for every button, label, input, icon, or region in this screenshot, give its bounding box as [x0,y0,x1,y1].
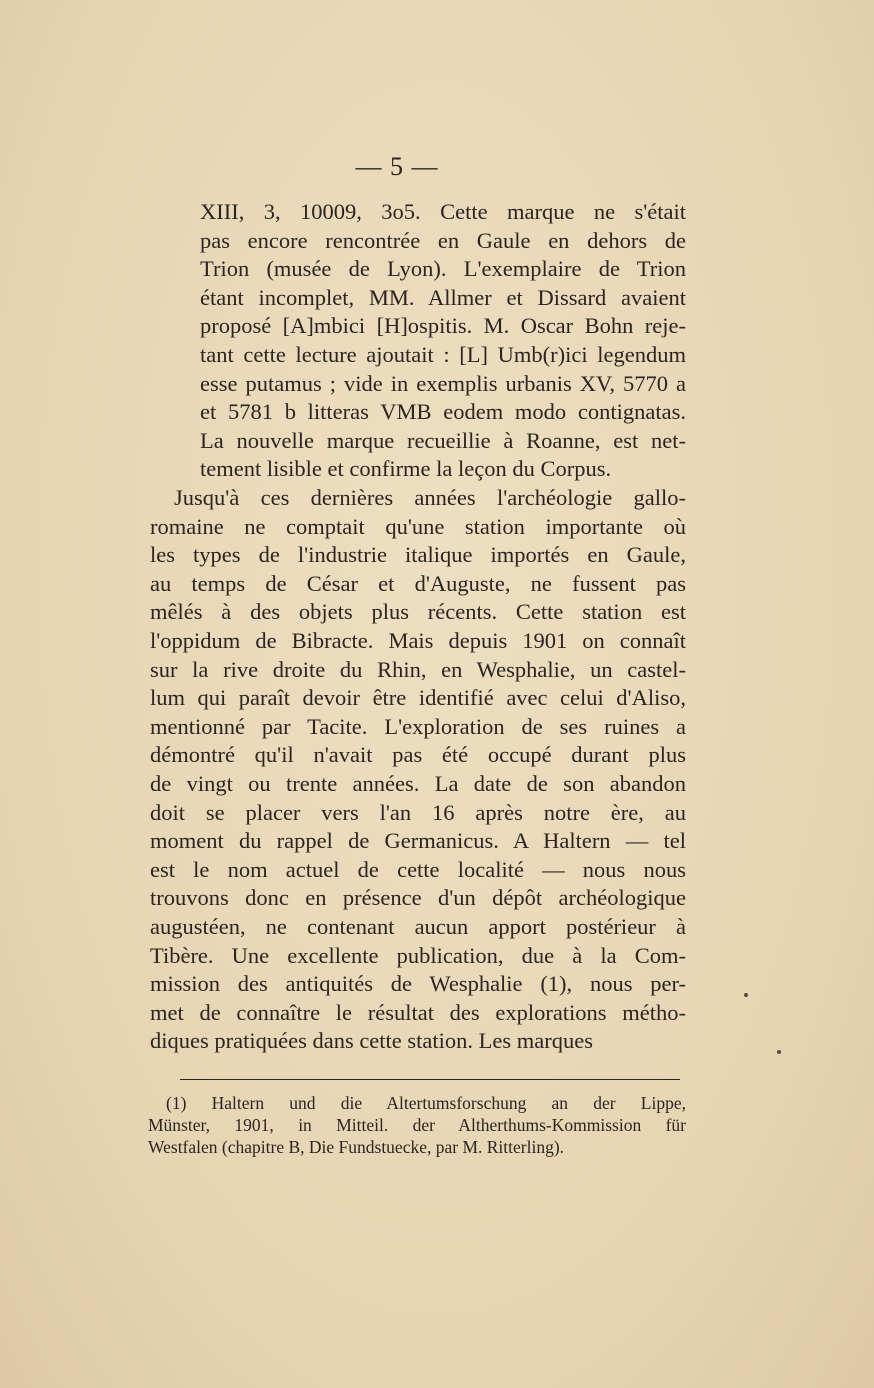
text-line: augustéen, ne contenant aucun apport postérieur à [150,913,686,939]
paper-speck [777,1050,781,1054]
text-line: pas encore rencontrée en Gaule en dehors de [200,227,686,253]
text-line: démontré qu'il n'avait pas été occupé durant plus [150,742,686,768]
text-line: les types de l'industrie italique importés en Gaule, [150,542,686,568]
text-line: tement lisible et confirme la leçon du Corpus. [200,456,612,482]
text-line: trouvons donc en présence d'un dépôt archéologique [150,885,686,911]
text-line: Jusqu'à ces dernières années l'archéologie gallo- [174,485,686,510]
text-line: moment du rappel de Germanicus. A Haltern — tel [150,828,686,854]
paragraph-1 [200,198,686,484]
text-line: au temps de César et d'Auguste, ne fussent pas [150,570,686,596]
footnote-line: Westfalen (chapitre B, Die Fundstuecke, par M. Ritterling). [148,1137,565,1157]
paragraph-2 [150,484,686,1056]
text-line: esse putamus ; vide in exemplis urbanis XV, 5770 a [200,370,686,396]
text-line: étant incomplet, MM. Allmer et Dissard avaient [200,284,686,310]
text-line: mêlés à des objets plus récents. Cette station est [150,599,686,625]
footnote [148,1092,686,1158]
text-line: Tibère. Une excellente publication, due à la Com- [150,942,686,968]
text-line: lum qui paraît devoir être identifié avec celui d'Aliso, [150,685,686,711]
text-line: l'oppidum de Bibracte. Mais depuis 1901 on connaît [150,627,686,653]
text-line: diques pratiquées dans cette station. Les marques [150,1028,593,1054]
footnote-line: Münster, 1901, in Mitteil. der Altherthums-Kommission für [148,1115,686,1135]
footnote-rule [180,1079,680,1080]
text-line: doit se placer vers l'an 16 après notre ère, au [150,799,686,825]
text-line: met de connaître le résultat des explorations métho- [150,999,686,1025]
text-line: proposé [A]mbici [H]ospitis. M. Oscar Bohn reje- [200,313,686,339]
text-line: mission des antiquités de Wesphalie (1), nous per- [150,971,686,997]
text-line: de vingt ou trente années. La date de son abandon [150,770,686,796]
text-line: est le nom actuel de cette localité — nous nous [150,856,686,882]
text-line: sur la rive droite du Rhin, en Wesphalie, un castel- [150,656,686,682]
page-number: — 5 — [355,152,439,181]
text-line: romaine ne comptait qu'une station importante où [150,513,686,539]
text-line: XIII, 3, 10009, 3o5. Cette marque ne s'était [200,199,686,224]
text-line: mentionné par Tacite. L'exploration de ses ruines a [150,713,686,739]
text-line: La nouvelle marque recueillie à Roanne, est net- [200,427,686,453]
footnote-line: (1) Haltern und die Altertumsforschung an der Lippe, [166,1093,686,1113]
text-line: Trion (musée de Lyon). L'exemplaire de Trion [200,256,686,282]
text-line: tant cette lecture ajoutait : [L] Umb(r)ici legendum [200,341,686,367]
paper-speck [744,993,748,997]
text-line: et 5781 b litteras VMB eodem modo contignatas. [200,399,686,425]
